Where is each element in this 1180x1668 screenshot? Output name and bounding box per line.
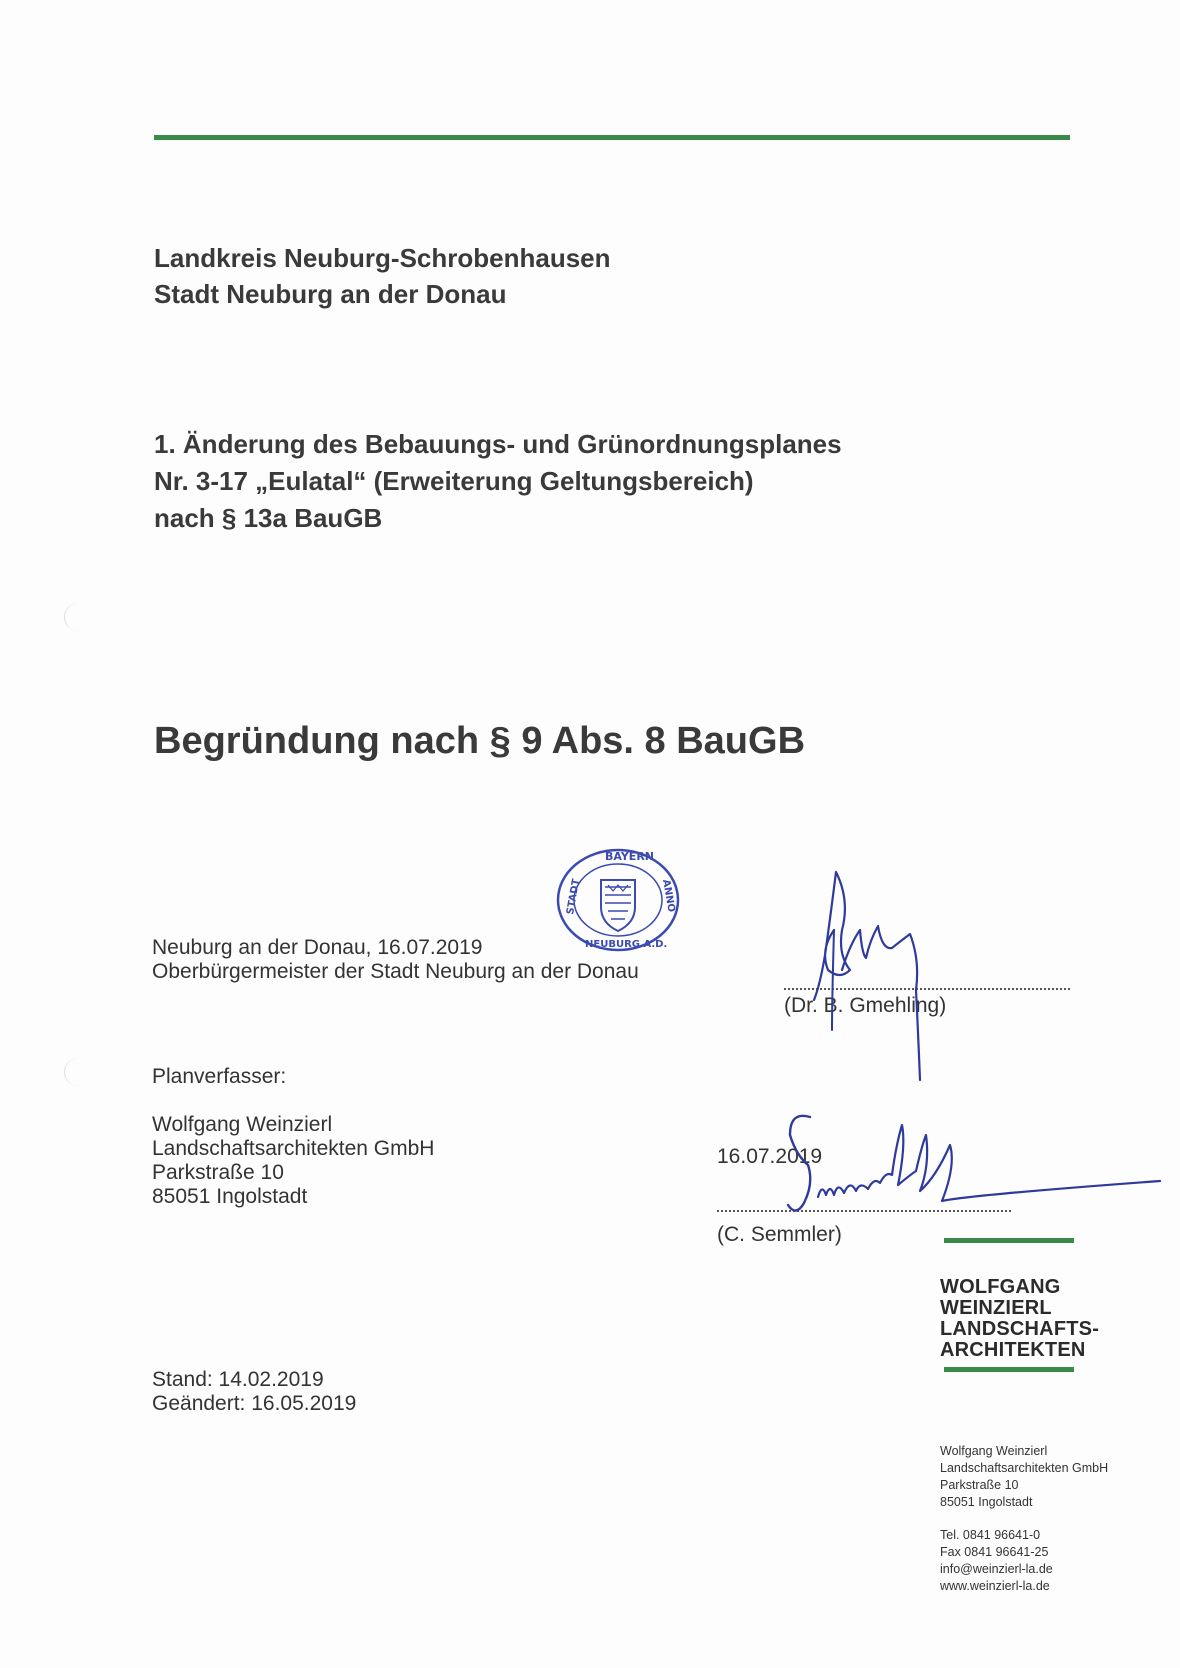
seal-text-left: STADT [565, 878, 583, 916]
punch-hole-mark [64, 1058, 79, 1086]
contact-street: Parkstraße 10 [940, 1478, 1019, 1492]
page-title: Begründung nach § 9 Abs. 8 BauGB [154, 720, 806, 762]
planner-company: Landschaftsarchitekten GmbH [152, 1137, 435, 1160]
contact-tel: Tel. 0841 96641-0 [940, 1528, 1041, 1542]
punch-hole-mark [64, 603, 79, 631]
subject-line-1: 1. Änderung des Bebauungs- und Grünordnungsplanes [154, 429, 842, 459]
contact-details [940, 1527, 1053, 1595]
planner-name: Wolfgang Weinzierl [152, 1113, 333, 1136]
contact-company: Landschaftsarchitekten GmbH [940, 1461, 1109, 1475]
seal-text-top: BAYERN [605, 850, 655, 863]
logo-line-2: WEINZIERL [940, 1297, 1052, 1319]
status-block [152, 1368, 356, 1416]
planner-city: 85051 Ingolstadt [152, 1185, 308, 1208]
mayor-signature-icon [770, 860, 940, 1090]
mayor-name: (Dr. B. Gmehling) [784, 994, 947, 1017]
subject-line-3: nach § 13a BauGB [154, 503, 383, 533]
subject-line-2: Nr. 3-17 „Eulatal“ (Erweiterung Geltungsbereich) [154, 466, 754, 496]
top-rule [154, 135, 1070, 140]
logo-line-3: LANDSCHAFTS- [940, 1318, 1100, 1340]
seal-text-right: ANNO [660, 878, 677, 914]
planner-sign-date: 16.07.2019 [717, 1145, 823, 1168]
mayor-block [152, 936, 639, 984]
planner-label: Planverfasser: [152, 1065, 287, 1088]
logo-line-4: ARCHITEKTEN [940, 1339, 1086, 1361]
planner-signature-icon [760, 1105, 1170, 1235]
contact-web: www.weinzierl-la.de [940, 1579, 1050, 1593]
contact-fax: Fax 0841 96641-25 [940, 1545, 1049, 1559]
planner-address [152, 1113, 434, 1209]
subject-block [154, 426, 842, 537]
logo-rule-top [944, 1238, 1074, 1243]
planner-signer: (C. Semmler) [717, 1223, 842, 1246]
contact-name: Wolfgang Weinzierl [940, 1444, 1048, 1458]
contact-city: 85051 Ingolstadt [940, 1495, 1033, 1509]
logo-rule-bottom [944, 1367, 1074, 1372]
mayor-role: Oberbürgermeister der Stadt Neuburg an der Donau [152, 960, 639, 983]
contact-address [940, 1443, 1108, 1511]
header-city: Stadt Neuburg an der Donau [154, 279, 507, 309]
status-stand: Stand: 14.02.2019 [152, 1368, 324, 1391]
header-district: Landkreis Neuburg-Schrobenhausen [154, 243, 611, 273]
mayor-place-date: Neuburg an der Donau, 16.07.2019 [152, 936, 483, 959]
planner-street: Parkstraße 10 [152, 1161, 284, 1184]
header-block [154, 240, 611, 312]
contact-email: info@weinzierl-la.de [940, 1562, 1053, 1576]
company-logo [940, 1277, 1099, 1361]
seal-text-bottom: NEUBURG A.D. [585, 939, 668, 950]
logo-line-1: WOLFGANG [940, 1276, 1061, 1298]
status-geaendert: Geändert: 16.05.2019 [152, 1392, 357, 1415]
